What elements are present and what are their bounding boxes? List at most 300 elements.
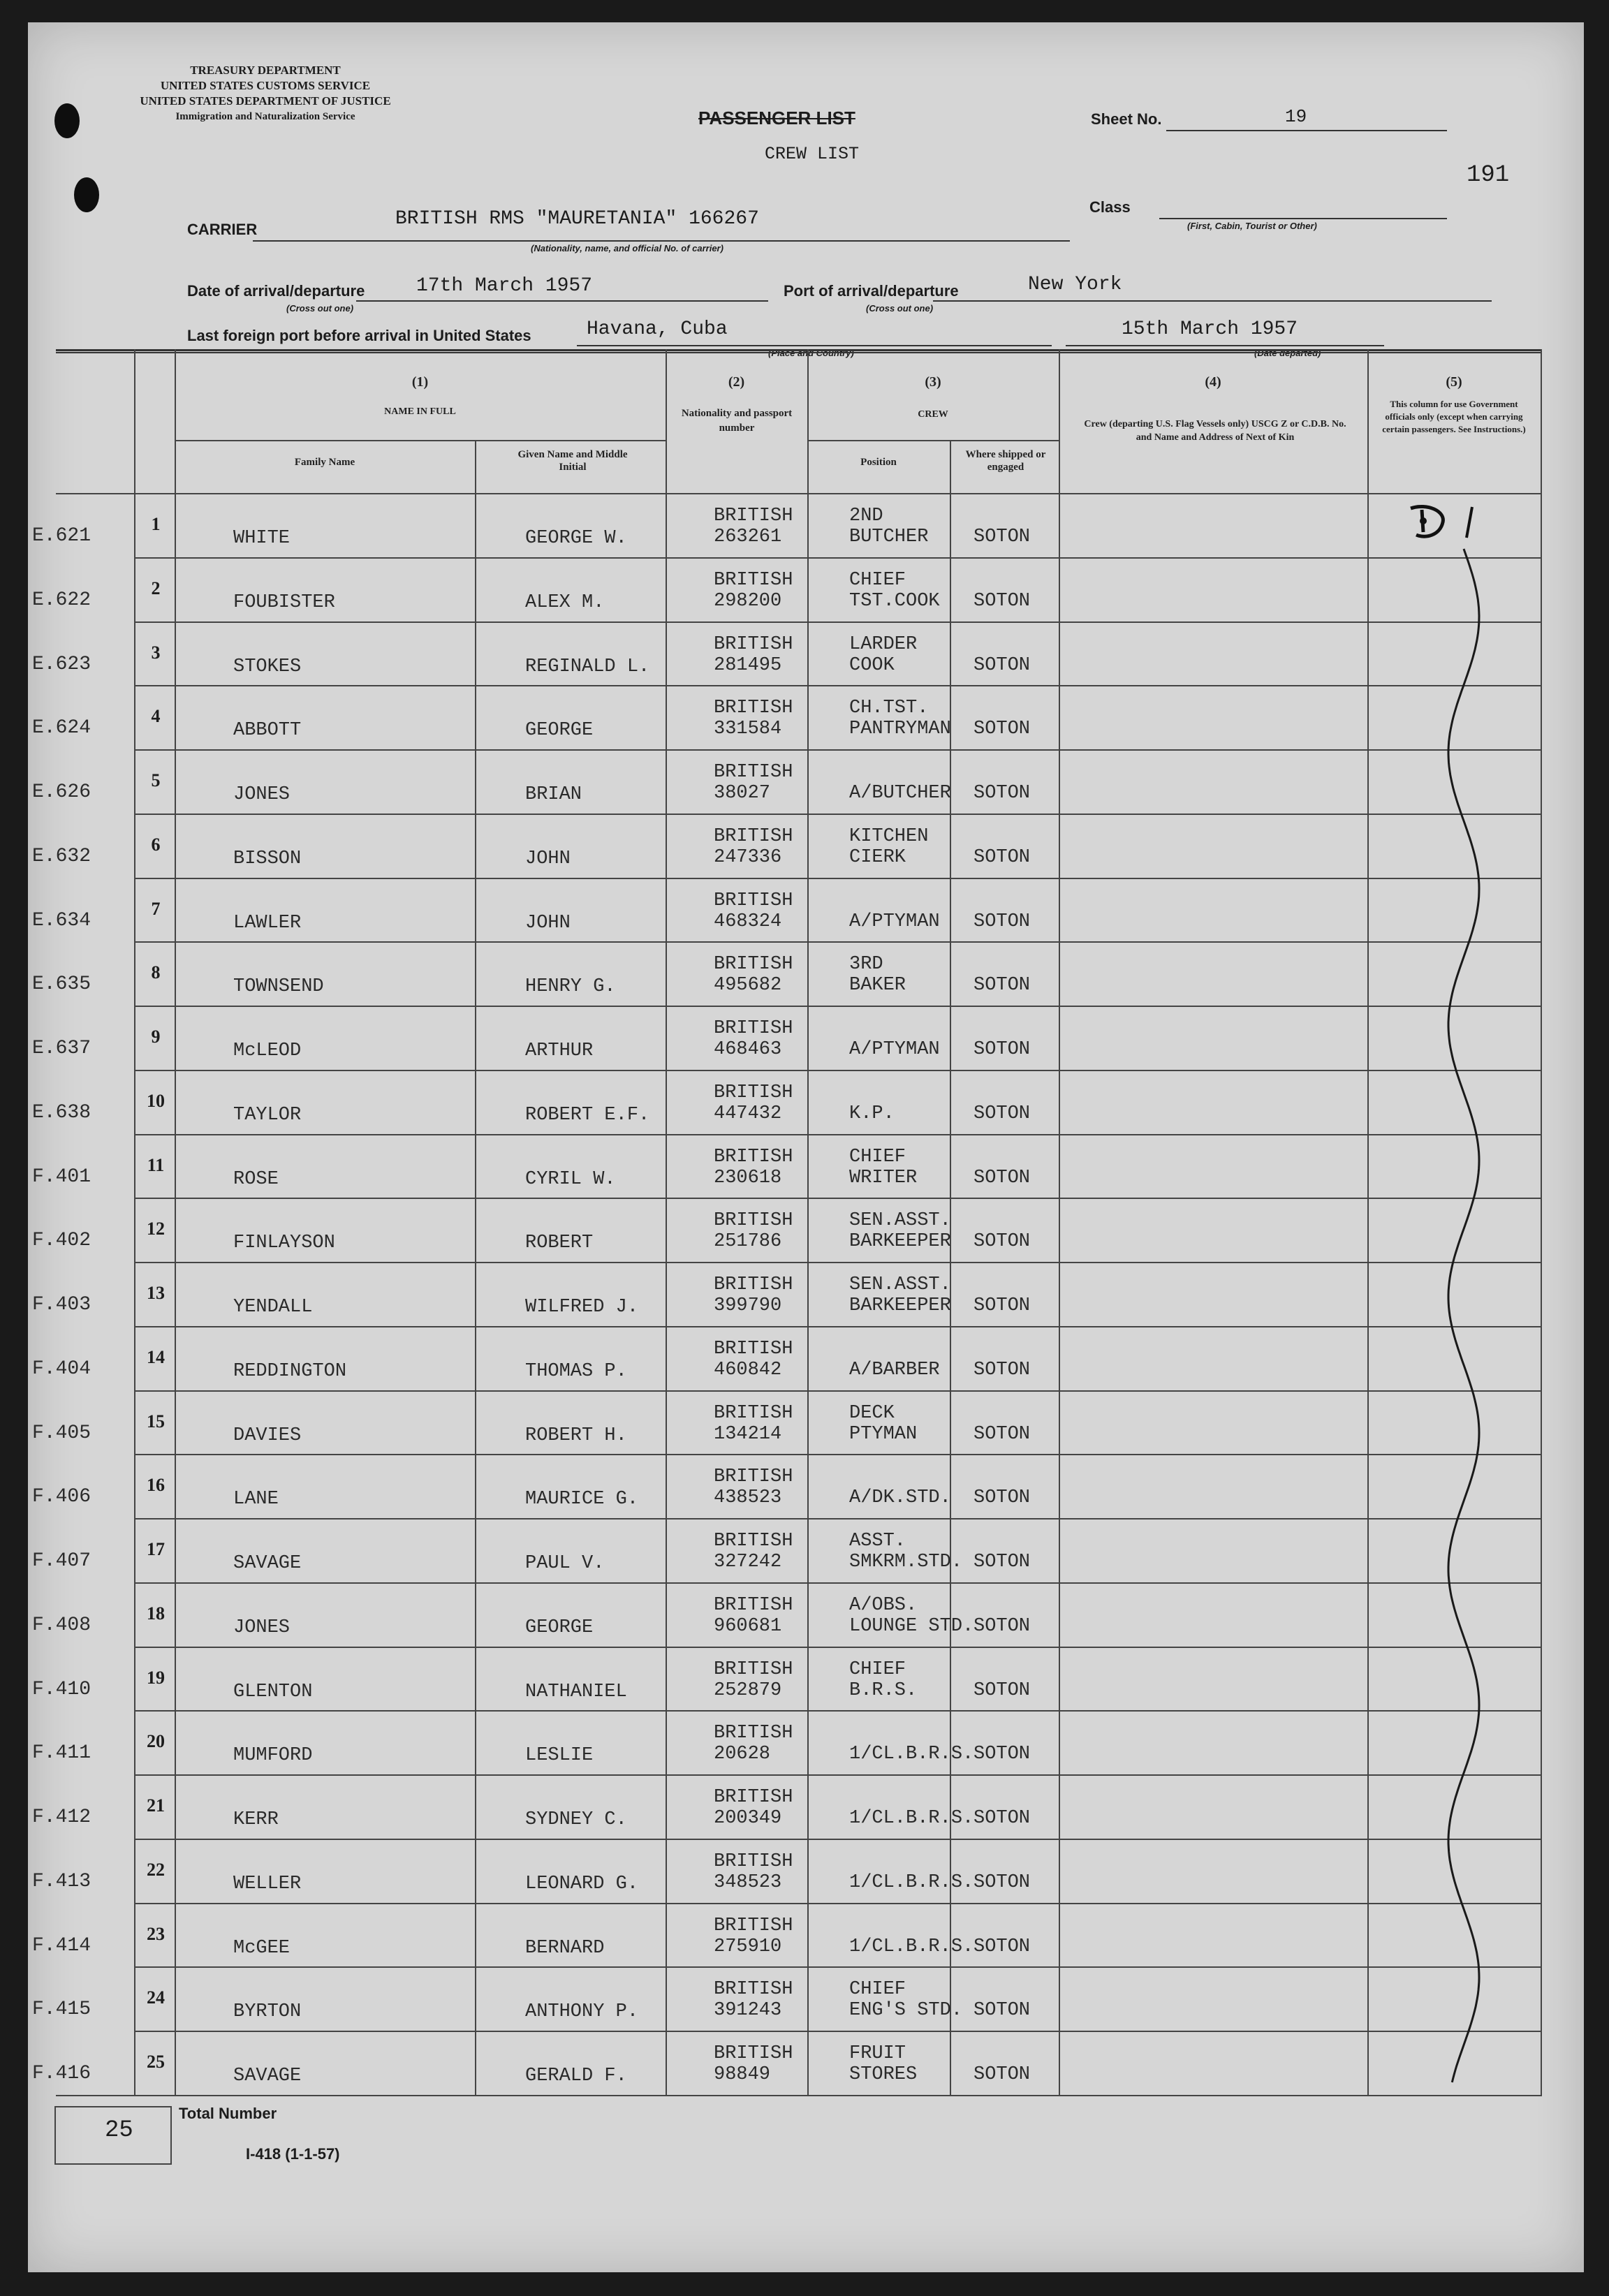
position-line2: A/BUTCHER bbox=[849, 783, 951, 804]
date-departed: 15th March 1957 bbox=[1122, 318, 1298, 340]
nationality: BRITISH bbox=[714, 1979, 793, 2001]
position-line1: SEN.ASST. bbox=[849, 1274, 951, 1296]
row-code: E.622 bbox=[32, 589, 91, 611]
row-number: 13 bbox=[147, 1283, 165, 1304]
date-departed-hint: (Date departed) bbox=[1254, 348, 1321, 358]
position-line2: PTYMAN bbox=[849, 1423, 918, 1445]
row-number: 11 bbox=[147, 1154, 165, 1175]
given-name: WILFRED J. bbox=[525, 1297, 639, 1318]
nationality: BRITISH bbox=[714, 1850, 793, 1872]
given-name: ANTHONY P. bbox=[525, 2001, 639, 2023]
shipped-engaged: SOTON bbox=[974, 783, 1031, 804]
position-line2: 1/CL.B.R.S. bbox=[849, 1936, 974, 1957]
row-number: 23 bbox=[147, 1923, 165, 1944]
given-name: REGINALD L. bbox=[525, 656, 650, 677]
last-port-value: Havana, Cuba bbox=[587, 318, 728, 340]
row-divider bbox=[134, 1774, 1542, 1776]
row-divider bbox=[134, 1326, 1542, 1327]
nationality: BRITISH bbox=[714, 1787, 793, 1809]
shipped-engaged: SOTON bbox=[974, 1744, 1031, 1765]
passport-number: 252879 bbox=[714, 1679, 782, 1701]
page-number: 191 bbox=[1467, 162, 1510, 189]
nationality: BRITISH bbox=[714, 1723, 793, 1744]
arrival-line bbox=[356, 300, 768, 302]
row-divider bbox=[134, 1582, 1542, 1584]
sheet-number-label: Sheet No. bbox=[1091, 110, 1162, 128]
position-line2: COOK bbox=[849, 654, 895, 676]
family-name: SAVAGE bbox=[233, 2066, 302, 2087]
port-value: New York bbox=[1028, 274, 1122, 295]
col4-number: (4) bbox=[1205, 374, 1221, 390]
position-line2: A/DK.STD. bbox=[849, 1487, 951, 1509]
shipped-engaged: SOTON bbox=[974, 1039, 1031, 1061]
col3-title: CREW bbox=[918, 409, 948, 420]
row-number: 7 bbox=[151, 898, 161, 919]
port-line bbox=[933, 300, 1492, 302]
shipped-engaged: SOTON bbox=[974, 2000, 1031, 2022]
passport-number: 331584 bbox=[714, 719, 782, 740]
given-name: LEONARD G. bbox=[525, 1873, 639, 1894]
given-name: GEORGE W. bbox=[525, 528, 627, 549]
nationality: BRITISH bbox=[714, 1402, 793, 1424]
row-code: F.403 bbox=[32, 1294, 91, 1316]
family-name: BISSON bbox=[233, 848, 302, 869]
family-name: ABBOTT bbox=[233, 720, 302, 742]
row-divider bbox=[134, 621, 1542, 623]
family-name: TAYLOR bbox=[233, 1104, 302, 1126]
row-divider bbox=[134, 1518, 1542, 1519]
given-name: ALEX M. bbox=[525, 591, 605, 613]
position-line1: 2ND bbox=[849, 506, 883, 527]
row-divider bbox=[134, 749, 1542, 751]
nationality: BRITISH bbox=[714, 1210, 793, 1232]
official-mark bbox=[1411, 506, 1443, 536]
position-line2: BARKEEPER bbox=[849, 1295, 951, 1317]
nationality: BRITISH bbox=[714, 1531, 793, 1552]
shipped-engaged: SOTON bbox=[974, 1487, 1031, 1509]
passport-number: 468463 bbox=[714, 1039, 782, 1061]
row-divider bbox=[134, 1262, 1542, 1263]
table-border bbox=[475, 440, 476, 2095]
family-name: REDDINGTON bbox=[233, 1360, 347, 1382]
row-divider bbox=[134, 941, 1542, 943]
family-name: MUMFORD bbox=[233, 1745, 313, 1767]
shipped-engaged: SOTON bbox=[974, 1231, 1031, 1253]
col5-title: This column for use Government officials only (except when carrying certain passengers. See Instructions.) bbox=[1382, 399, 1526, 434]
passport-number: 98849 bbox=[714, 2064, 771, 2086]
given-name: HENRY G. bbox=[525, 976, 616, 998]
family-name: SAVAGE bbox=[233, 1553, 302, 1575]
given-name: GEORGE bbox=[525, 1617, 594, 1638]
row-number: 5 bbox=[151, 770, 161, 791]
shipped-engaged: SOTON bbox=[974, 590, 1031, 612]
shipped-engaged: SOTON bbox=[974, 527, 1031, 547]
family-name: JONES bbox=[233, 1617, 291, 1638]
col-given-name: Given Name and Middle Initial bbox=[517, 449, 628, 473]
row-code: F.414 bbox=[32, 1934, 91, 1957]
nationality: BRITISH bbox=[714, 1658, 793, 1680]
table-border bbox=[175, 349, 176, 2095]
row-number: 15 bbox=[147, 1411, 165, 1432]
shipped-engaged: SOTON bbox=[974, 1167, 1031, 1189]
row-number: 10 bbox=[147, 1090, 165, 1111]
arrival-label: Date of arrival/departure bbox=[187, 282, 365, 300]
row-number: 18 bbox=[147, 1603, 165, 1624]
shipped-engaged: SOTON bbox=[974, 2064, 1031, 2086]
crew-table bbox=[32, 349, 1542, 2095]
table-border bbox=[807, 349, 809, 2095]
row-code: E.638 bbox=[32, 1101, 91, 1124]
row-divider bbox=[134, 1966, 1542, 1968]
col-shipped: Where shipped or engaged bbox=[965, 449, 1046, 473]
agency-block bbox=[84, 63, 447, 124]
arrival-hint: (Cross out one) bbox=[286, 303, 354, 314]
row-code: F.415 bbox=[32, 1999, 91, 2021]
row-divider bbox=[134, 814, 1542, 815]
passport-number: 495682 bbox=[714, 975, 782, 996]
position-line2: 1/CL.B.R.S. bbox=[849, 1808, 974, 1830]
nationality: BRITISH bbox=[714, 1915, 793, 1936]
nationality: BRITISH bbox=[714, 1338, 793, 1360]
passport-number: 275910 bbox=[714, 1936, 782, 1957]
position-line1: CHIEF bbox=[849, 1658, 906, 1680]
passport-number: 38027 bbox=[714, 783, 771, 804]
punch-hole bbox=[74, 177, 99, 212]
col2-title: Nationality and passport number bbox=[681, 408, 793, 434]
row-divider bbox=[134, 1839, 1542, 1840]
given-name: JOHN bbox=[525, 848, 571, 869]
row-divider bbox=[134, 1134, 1542, 1135]
row-number: 16 bbox=[147, 1475, 165, 1496]
position-line2: BARKEEPER bbox=[849, 1231, 951, 1253]
position-line2: A/BARBER bbox=[849, 1359, 940, 1381]
row-number: 25 bbox=[147, 2052, 165, 2073]
given-name: CYRIL W. bbox=[525, 1168, 616, 1190]
row-code: F.406 bbox=[32, 1486, 91, 1508]
nationality: BRITISH bbox=[714, 698, 793, 719]
position-line2: WRITER bbox=[849, 1167, 918, 1189]
nationality: BRITISH bbox=[714, 825, 793, 847]
date-departed-line bbox=[1066, 345, 1384, 346]
col2-number: (2) bbox=[728, 374, 745, 390]
passport-number: 281495 bbox=[714, 654, 782, 676]
passport-number: 251786 bbox=[714, 1231, 782, 1253]
family-name: STOKES bbox=[233, 656, 302, 677]
position-line1: LARDER bbox=[849, 633, 918, 655]
given-name: LESLIE bbox=[525, 1745, 594, 1767]
nationality: BRITISH bbox=[714, 954, 793, 976]
position-line1: SEN.ASST. bbox=[849, 1210, 951, 1232]
position-line2: STORES bbox=[849, 2064, 918, 2086]
row-divider bbox=[134, 1006, 1542, 1007]
passport-number: 230618 bbox=[714, 1167, 782, 1189]
nationality: BRITISH bbox=[714, 1018, 793, 1040]
document-page bbox=[28, 22, 1584, 2272]
given-name: GEORGE bbox=[525, 720, 594, 742]
nationality: BRITISH bbox=[714, 569, 793, 591]
position-line1: FRUIT bbox=[849, 2043, 906, 2065]
row-code: F.411 bbox=[32, 1742, 91, 1765]
family-name: LAWLER bbox=[233, 912, 302, 934]
passport-number: 134214 bbox=[714, 1423, 782, 1445]
nationality: BRITISH bbox=[714, 633, 793, 655]
row-number: 2 bbox=[151, 577, 161, 598]
last-port-label: Last foreign port before arrival in United States bbox=[187, 327, 531, 344]
nationality: BRITISH bbox=[714, 2043, 793, 2065]
shipped-engaged: SOTON bbox=[974, 975, 1031, 996]
passport-number: 20628 bbox=[714, 1744, 771, 1765]
family-name: JONES bbox=[233, 784, 291, 806]
position-line1: CH.TST. bbox=[849, 698, 929, 719]
passport-number: 468324 bbox=[714, 911, 782, 932]
nationality: BRITISH bbox=[714, 762, 793, 783]
shipped-engaged: SOTON bbox=[974, 1103, 1031, 1124]
punch-hole bbox=[54, 103, 80, 138]
family-name: WHITE bbox=[233, 528, 291, 549]
wavy-line bbox=[1448, 549, 1479, 2082]
row-divider bbox=[134, 1903, 1542, 1904]
table-border bbox=[1059, 349, 1060, 2095]
family-name: LANE bbox=[233, 1489, 279, 1510]
position-line2: PANTRYMAN bbox=[849, 719, 951, 740]
position-line1: 3RD bbox=[849, 954, 883, 976]
passport-number: 247336 bbox=[714, 846, 782, 868]
row-code: F.407 bbox=[32, 1550, 91, 1573]
position-line2: TST.COOK bbox=[849, 590, 940, 612]
row-code: E.632 bbox=[32, 845, 91, 867]
family-name: YENDALL bbox=[233, 1297, 313, 1318]
position-line2: B.R.S. bbox=[849, 1679, 918, 1701]
row-code: E.623 bbox=[32, 653, 91, 675]
position-line2: A/PTYMAN bbox=[849, 1039, 940, 1061]
passport-number: 327242 bbox=[714, 1552, 782, 1573]
nationality: BRITISH bbox=[714, 1594, 793, 1616]
row-code: F.410 bbox=[32, 1678, 91, 1700]
given-name: JOHN bbox=[525, 912, 571, 934]
given-name: BRIAN bbox=[525, 784, 582, 806]
table-border bbox=[56, 349, 1542, 351]
shipped-engaged: SOTON bbox=[974, 1359, 1031, 1381]
position-line2: BAKER bbox=[849, 975, 906, 996]
position-line1: CHIEF bbox=[849, 569, 906, 591]
given-name: ROBERT E.F. bbox=[525, 1104, 650, 1126]
shipped-engaged: SOTON bbox=[974, 1936, 1031, 1957]
nationality: BRITISH bbox=[714, 1274, 793, 1296]
carrier-hint: (Nationality, name, and official No. of carrier) bbox=[531, 243, 723, 253]
row-divider bbox=[134, 685, 1542, 686]
nationality: BRITISH bbox=[714, 890, 793, 911]
last-port-line bbox=[577, 345, 1052, 346]
position-line2: BUTCHER bbox=[849, 527, 929, 547]
form-title: CREW LIST bbox=[765, 144, 860, 164]
col-position: Position bbox=[860, 457, 897, 468]
passport-number: 447432 bbox=[714, 1103, 782, 1124]
table-border bbox=[134, 349, 135, 2095]
position-line2: 1/CL.B.R.S. bbox=[849, 1744, 974, 1765]
row-number: 17 bbox=[147, 1539, 165, 1560]
nationality: BRITISH bbox=[714, 1082, 793, 1103]
row-number: 24 bbox=[147, 1987, 165, 2008]
given-name: THOMAS P. bbox=[525, 1360, 627, 1382]
family-name: BYRTON bbox=[233, 2001, 302, 2023]
table-border bbox=[950, 440, 951, 2095]
class-hint: (First, Cabin, Tourist or Other) bbox=[1187, 221, 1317, 231]
row-number: 20 bbox=[147, 1731, 165, 1752]
shipped-engaged: SOTON bbox=[974, 719, 1031, 740]
position-line2: K.P. bbox=[849, 1103, 895, 1124]
row-number: 19 bbox=[147, 1667, 165, 1688]
row-code: E.634 bbox=[32, 909, 91, 932]
position-line2: 1/CL.B.R.S. bbox=[849, 1871, 974, 1893]
given-name: ROBERT H. bbox=[525, 1425, 627, 1446]
total-number: 25 bbox=[105, 2117, 133, 2144]
given-name: BERNARD bbox=[525, 1937, 605, 1959]
row-number: 1 bbox=[151, 514, 161, 534]
col5-number: (5) bbox=[1446, 374, 1462, 390]
position-line2: CIERK bbox=[849, 846, 906, 868]
row-code: E.637 bbox=[32, 1038, 91, 1060]
position-line2: ENG'S STD. bbox=[849, 2000, 963, 2022]
family-name: FOUBISTER bbox=[233, 591, 335, 613]
row-number: 12 bbox=[147, 1219, 165, 1239]
given-name: SYDNEY C. bbox=[525, 1809, 627, 1831]
family-name: FINLAYSON bbox=[233, 1232, 335, 1254]
row-code: F.412 bbox=[32, 1806, 91, 1829]
class-line bbox=[1159, 218, 1447, 219]
position-line1: DECK bbox=[849, 1402, 895, 1424]
family-name: ROSE bbox=[233, 1168, 279, 1190]
position-line1: ASST. bbox=[849, 1531, 906, 1552]
given-name: ARTHUR bbox=[525, 1040, 594, 1062]
given-name: GERALD F. bbox=[525, 2066, 627, 2087]
col4-title: Crew (departing U.S. Flag Vessels only) USCG Z or C.D.B. No. and Name and Address of Next of Kin bbox=[1084, 419, 1346, 443]
shipped-engaged: SOTON bbox=[974, 1808, 1031, 1830]
col1-number: (1) bbox=[411, 374, 429, 390]
carrier-value: BRITISH RMS "MAURETANIA" 166267 bbox=[395, 208, 759, 230]
table-border bbox=[175, 440, 666, 441]
row-number: 6 bbox=[151, 834, 161, 855]
given-name: ROBERT bbox=[525, 1232, 594, 1254]
row-code: F.405 bbox=[32, 1422, 91, 1444]
shipped-engaged: SOTON bbox=[974, 1679, 1031, 1701]
passport-number: 348523 bbox=[714, 1871, 782, 1893]
carrier-label: CARRIER bbox=[187, 221, 258, 238]
row-code: F.402 bbox=[32, 1230, 91, 1252]
shipped-engaged: SOTON bbox=[974, 911, 1031, 932]
form-number: I-418 (1-1-57) bbox=[246, 2145, 340, 2163]
col3-number: (3) bbox=[925, 374, 941, 390]
official-mark bbox=[1420, 517, 1427, 524]
carrier-line bbox=[253, 240, 1070, 242]
nationality: BRITISH bbox=[714, 506, 793, 527]
row-divider bbox=[134, 1454, 1542, 1455]
row-divider bbox=[134, 1647, 1542, 1648]
nationality: BRITISH bbox=[714, 1146, 793, 1168]
agency-line: TREASURY DEPARTMENT bbox=[190, 64, 341, 77]
port-hint: (Cross out one) bbox=[866, 303, 934, 314]
col-family-name: Family Name bbox=[294, 457, 355, 468]
official-mark bbox=[1467, 507, 1472, 538]
passport-number: 298200 bbox=[714, 590, 782, 612]
row-code: F.416 bbox=[32, 2063, 91, 2085]
sheet-number: 19 bbox=[1285, 106, 1307, 127]
form-title-struck: PASSENGER LIST bbox=[698, 108, 855, 128]
shipped-engaged: SOTON bbox=[974, 654, 1031, 676]
official-mark-line bbox=[1367, 493, 1541, 2095]
agency-line: Immigration and Naturalization Service bbox=[175, 111, 355, 122]
row-divider bbox=[134, 1070, 1542, 1071]
row-code: E.626 bbox=[32, 781, 91, 804]
row-divider bbox=[134, 557, 1542, 559]
row-number: 4 bbox=[151, 706, 161, 727]
row-number: 3 bbox=[151, 642, 161, 663]
port-label: Port of arrival/departure bbox=[784, 282, 959, 300]
row-number: 14 bbox=[147, 1346, 165, 1367]
table-border bbox=[56, 493, 1542, 494]
sheet-number-line bbox=[1166, 130, 1447, 131]
family-name: TOWNSEND bbox=[233, 976, 324, 998]
family-name: McLEOD bbox=[233, 1040, 302, 1062]
row-code: F.404 bbox=[32, 1357, 91, 1380]
family-name: McGEE bbox=[233, 1937, 291, 1959]
row-code: F.401 bbox=[32, 1165, 91, 1188]
shipped-engaged: SOTON bbox=[974, 1871, 1031, 1893]
position-line1: CHIEF bbox=[849, 1979, 906, 2001]
shipped-engaged: SOTON bbox=[974, 1552, 1031, 1573]
row-divider bbox=[134, 878, 1542, 879]
shipped-engaged: SOTON bbox=[974, 1615, 1031, 1637]
row-code: E.624 bbox=[32, 717, 91, 739]
passport-number: 391243 bbox=[714, 2000, 782, 2022]
nationality: BRITISH bbox=[714, 1466, 793, 1488]
shipped-engaged: SOTON bbox=[974, 1423, 1031, 1445]
last-port-hint: (Place and Country) bbox=[768, 348, 854, 358]
family-name: WELLER bbox=[233, 1873, 302, 1894]
class-label: Class bbox=[1089, 198, 1131, 216]
given-name: MAURICE G. bbox=[525, 1489, 639, 1510]
agency-line: UNITED STATES DEPARTMENT OF JUSTICE bbox=[140, 94, 391, 108]
position-line2: SMKRM.STD. bbox=[849, 1552, 963, 1573]
row-number: 22 bbox=[147, 1859, 165, 1880]
passport-number: 438523 bbox=[714, 1487, 782, 1509]
row-code: E.621 bbox=[32, 525, 91, 547]
table-border bbox=[56, 352, 1542, 353]
row-code: F.413 bbox=[32, 1870, 91, 1892]
table-border bbox=[1541, 349, 1542, 2095]
position-line1: CHIEF bbox=[849, 1146, 906, 1168]
col1-title: NAME IN FULL bbox=[384, 406, 456, 417]
total-label: Total Number bbox=[179, 2105, 277, 2122]
row-number: 9 bbox=[151, 1026, 161, 1047]
family-name: DAVIES bbox=[233, 1425, 302, 1446]
position-line1: A/OBS. bbox=[849, 1594, 918, 1616]
position-line2: A/PTYMAN bbox=[849, 911, 940, 932]
passport-number: 460842 bbox=[714, 1359, 782, 1381]
family-name: GLENTON bbox=[233, 1681, 313, 1702]
table-border bbox=[666, 349, 667, 2095]
table-bottom bbox=[56, 2095, 1542, 2096]
shipped-engaged: SOTON bbox=[974, 846, 1031, 868]
passport-number: 200349 bbox=[714, 1808, 782, 1830]
row-number: 21 bbox=[147, 1795, 165, 1816]
given-name: NATHANIEL bbox=[525, 1681, 627, 1702]
row-number: 8 bbox=[151, 962, 161, 983]
position-line2: LOUNGE STD. bbox=[849, 1615, 974, 1637]
row-divider bbox=[134, 1198, 1542, 1199]
arrival-date: 17th March 1957 bbox=[416, 275, 593, 297]
position-line1: KITCHEN bbox=[849, 825, 929, 847]
shipped-engaged: SOTON bbox=[974, 1295, 1031, 1317]
